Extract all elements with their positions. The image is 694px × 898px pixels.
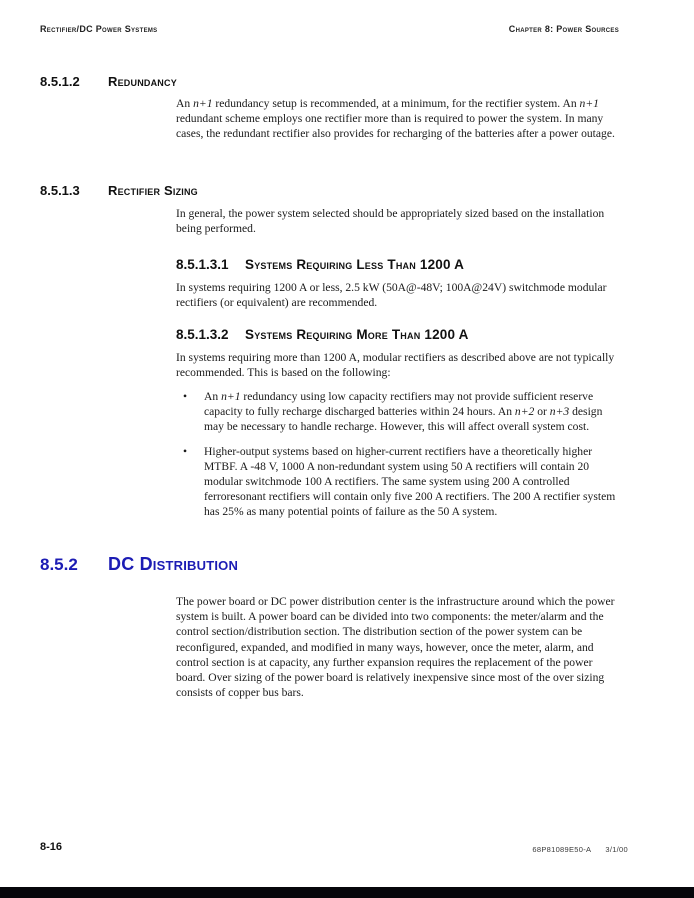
body-paragraph-more-than-1200: In systems requiring more than 1200 A, modular rectifiers as described above are not typically recommended. This is based on the following: (176, 351, 615, 380)
bullet-text: An n+1 redundancy using low capacity rectifiers may not provide sufficient reserve capacity to fully recharge discharged batteries within 24 hours. An n+2 or n+3 design may be necessary to handle recharge. However, this will affect overall system cost. (204, 390, 603, 434)
section-number: 8.5.1.2 (40, 74, 80, 89)
doc-number: 68P81089E50-A (532, 845, 592, 854)
section-heading-less-than-1200 (176, 257, 464, 272)
section-title: Rectifier Sizing (108, 183, 198, 198)
section-heading-redundancy (40, 74, 177, 89)
body-paragraph-redundancy: An n+1 redundancy setup is recommended, at a minimum, for the rectifier system. An n+1 redundant scheme employs one rectifier more than is required to power the system. In many cases, the redundant rectifier also provides for recharging of the batteries after a power outage. (176, 97, 615, 141)
section-number: 8.5.1.3.1 (176, 257, 229, 272)
list-item (183, 444, 619, 520)
footer-doc-info (532, 845, 628, 854)
bullet-marker: • (183, 444, 188, 458)
section-heading-dc-distribution (40, 554, 238, 575)
section-title: Redundancy (108, 74, 177, 89)
page-number: 8-16 (40, 841, 63, 853)
running-header-right: Chapter 8: Power Sources (508, 24, 619, 34)
section-title: Systems Requiring More Than 1200 A (245, 327, 469, 342)
section-heading-rectifier-sizing (40, 183, 198, 198)
section-number: 8.5.1.3 (40, 183, 80, 198)
section-number: 8.5.2 (40, 555, 78, 574)
section-title: DC Distribution (108, 554, 239, 574)
body-paragraph-dc-distribution: The power board or DC power distribution center is the infrastructure around which the power system is built. A power board can be divided into two components: the meter/alarm and the control section/distribution section. The distribution section of the power system can be reconfigured, expanded, and modified in many ways, however, once the meter, alarm, and control section is at capacity, any further expansion requires the replacement of the power board. Over sizing of the power board is relatively inexpensive since most of the over sizing consists of copper bus bars. (176, 595, 615, 700)
body-paragraph-less-than-1200: In systems requiring 1200 A or less, 2.5 kW (50A@-48V; 100A@24V) switchmode modular rectifiers (or equivalent) are recommended. (176, 281, 607, 310)
bullet-list (183, 389, 619, 529)
section-heading-more-than-1200 (176, 327, 469, 342)
section-number: 8.5.1.3.2 (176, 327, 229, 342)
bullet-marker: • (183, 390, 188, 403)
body-paragraph-rectifier-sizing: In general, the power system selected should be appropriately sized based on the installation being performed. (176, 207, 605, 236)
running-header-left: Rectifier/DC Power Systems (40, 24, 158, 34)
section-title: Systems Requiring Less Than 1200 A (245, 257, 465, 272)
bullet-text: Higher-output systems based on higher-current rectifiers have a theoretically higher MTBF. A -48 V, 1000 A non-redundant system using 50 A rectifiers will contain 20 modular switchmode 100 A rectifiers. The same system using 200 A controlled ferroresonant rectifiers will contain only five 200 A rectifiers. The 200 A rectifier system has 25% as many potential points of failure as the 50 A system. (204, 444, 616, 519)
list-item (183, 389, 619, 435)
scan-edge-bar (0, 887, 694, 898)
doc-date: 3/1/00 (605, 845, 628, 854)
